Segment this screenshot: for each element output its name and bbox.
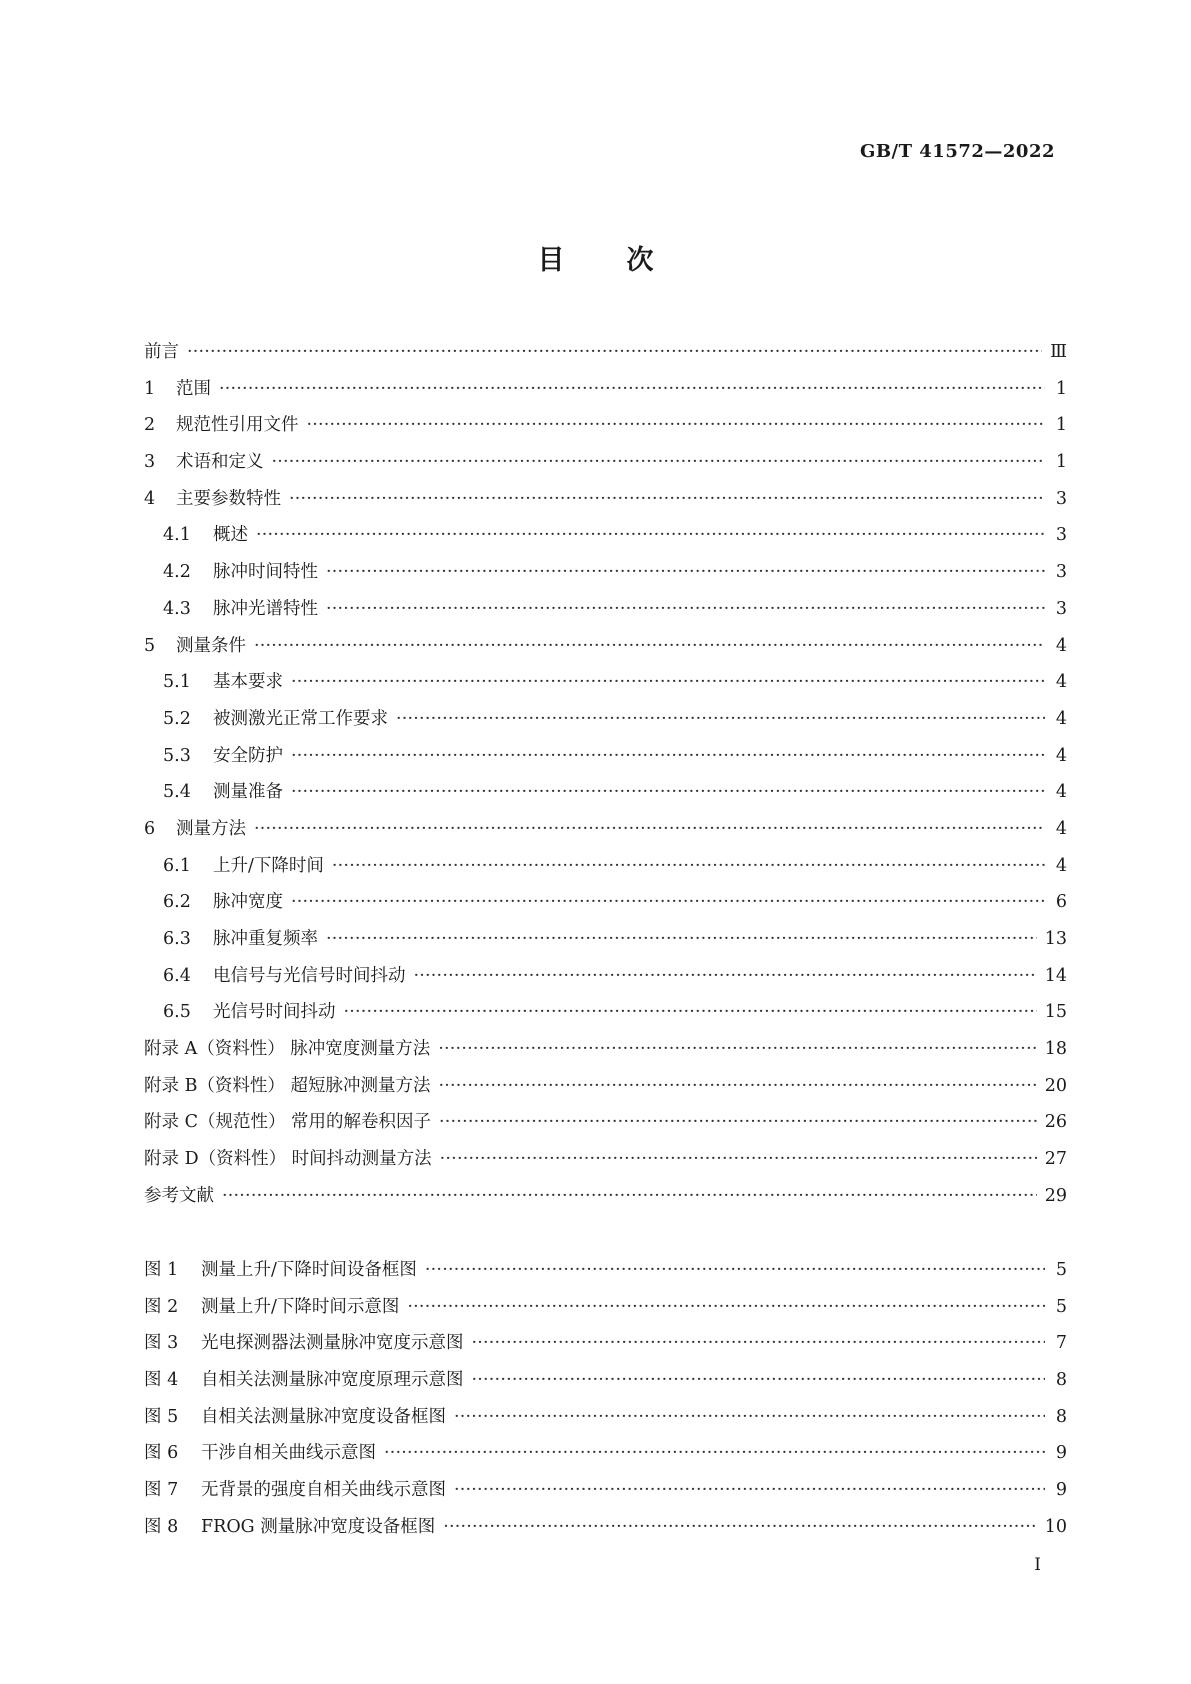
toc-entry-page: 13 bbox=[1044, 929, 1067, 949]
toc-entry-page: 4 bbox=[1055, 635, 1067, 656]
toc-entry-page: 9 bbox=[1055, 1443, 1067, 1464]
toc-dot-leader bbox=[425, 1260, 1045, 1280]
toc-dot-leader bbox=[326, 929, 1037, 949]
toc-dot-leader bbox=[254, 819, 1045, 839]
toc-entry-number: 1 bbox=[144, 378, 156, 399]
toc-entry-page: 20 bbox=[1044, 1075, 1067, 1096]
toc-dot-leader bbox=[396, 709, 1045, 729]
toc-entry-label: 脉冲重复频率 bbox=[213, 929, 318, 949]
toc-dot-leader bbox=[254, 636, 1045, 656]
toc-entry-number: 图 1 bbox=[144, 1260, 179, 1280]
table-of-contents bbox=[144, 338, 1067, 1219]
toc-dot-leader bbox=[454, 1480, 1045, 1500]
toc-dot-leader bbox=[472, 1370, 1046, 1390]
toc-entry[interactable] bbox=[144, 815, 1067, 852]
toc-entry-label: 被测激光正常工作要求 bbox=[213, 708, 388, 729]
toc-entry-page: 6 bbox=[1055, 892, 1067, 913]
toc-entry-page: 3 bbox=[1055, 598, 1067, 619]
toc-entry[interactable] bbox=[144, 1476, 1067, 1513]
toc-entry-label: 概述 bbox=[213, 525, 248, 546]
toc-entry-number: 图 2 bbox=[144, 1296, 179, 1317]
toc-entry-page: 4 bbox=[1055, 818, 1067, 839]
toc-dot-leader bbox=[256, 525, 1045, 545]
toc-entry[interactable] bbox=[144, 338, 1067, 375]
toc-entry[interactable] bbox=[144, 705, 1067, 742]
toc-entry-label: 光电探测器法测量脉冲宽度示意图 bbox=[201, 1333, 464, 1354]
toc-dot-leader bbox=[187, 342, 1042, 362]
toc-entry-page: 4 bbox=[1055, 745, 1067, 766]
standard-code: GB/T 41572—2022 bbox=[859, 141, 1055, 162]
toc-entry-page: 7 bbox=[1055, 1333, 1067, 1354]
toc-dot-leader bbox=[291, 782, 1045, 802]
toc-entry-number: 5.3 bbox=[163, 745, 191, 766]
toc-entry-page: 5 bbox=[1055, 1260, 1067, 1280]
toc-entry-label: 干涉自相关曲线示意图 bbox=[201, 1443, 376, 1464]
list-of-figures bbox=[144, 1256, 1067, 1550]
toc-dot-leader bbox=[344, 1002, 1037, 1022]
toc-entry-label: 脉冲宽度 bbox=[213, 892, 283, 913]
toc-entry-page: 29 bbox=[1044, 1185, 1067, 1206]
toc-dot-leader bbox=[307, 415, 1046, 435]
toc-entry[interactable] bbox=[144, 448, 1067, 485]
toc-dot-leader bbox=[384, 1443, 1045, 1463]
toc-entry-label: FROG 测量脉冲宽度设备框图 bbox=[201, 1516, 436, 1537]
toc-entry[interactable] bbox=[144, 998, 1067, 1035]
page-title: 目次 bbox=[537, 245, 716, 276]
toc-entry-page: 18 bbox=[1044, 1039, 1067, 1060]
toc-entry-number: 2 bbox=[144, 415, 156, 436]
toc-entry[interactable] bbox=[144, 778, 1067, 815]
toc-entry[interactable] bbox=[144, 1072, 1067, 1109]
toc-dot-leader bbox=[291, 892, 1045, 912]
toc-entry[interactable] bbox=[144, 1513, 1067, 1550]
toc-entry-page: 8 bbox=[1055, 1370, 1067, 1391]
toc-entry-label: 测量条件 bbox=[176, 635, 246, 656]
toc-entry[interactable] bbox=[144, 521, 1067, 558]
toc-entry-label: 前言 bbox=[144, 342, 179, 362]
toc-entry-number: 图 4 bbox=[144, 1370, 179, 1391]
toc-entry-number: 6.1 bbox=[163, 855, 191, 876]
toc-entry-number: 6.3 bbox=[163, 929, 191, 949]
toc-entry[interactable] bbox=[144, 1403, 1067, 1440]
toc-entry-number: 6.2 bbox=[163, 892, 191, 913]
toc-dot-leader bbox=[291, 746, 1045, 766]
toc-entry-label: 测量准备 bbox=[213, 782, 283, 803]
toc-entry-number: 4.1 bbox=[163, 525, 191, 546]
toc-entry-label: 光信号时间抖动 bbox=[213, 1002, 336, 1023]
toc-dot-leader bbox=[332, 856, 1045, 876]
toc-entry[interactable] bbox=[144, 925, 1067, 962]
toc-entry-label: 规范性引用文件 bbox=[176, 415, 299, 436]
toc-entry-page: Ⅲ bbox=[1050, 342, 1067, 362]
toc-entry[interactable] bbox=[144, 1366, 1067, 1403]
toc-entry-label: 范围 bbox=[176, 378, 211, 399]
toc-dot-leader bbox=[472, 1333, 1046, 1353]
toc-entry-label: 附录 A（资料性） 脉冲宽度测量方法 bbox=[144, 1039, 431, 1060]
toc-entry-label: 参考文献 bbox=[144, 1185, 214, 1206]
toc-entry[interactable] bbox=[144, 1035, 1067, 1072]
toc-entry[interactable] bbox=[144, 411, 1067, 448]
toc-entry-page: 1 bbox=[1055, 378, 1067, 399]
toc-dot-leader bbox=[407, 1297, 1045, 1317]
toc-entry-page: 5 bbox=[1055, 1296, 1067, 1317]
toc-dot-leader bbox=[439, 1112, 1037, 1132]
toc-entry-number: 5.2 bbox=[163, 708, 191, 729]
toc-entry-label: 无背景的强度自相关曲线示意图 bbox=[201, 1480, 446, 1501]
toc-entry-label: 附录 C（规范性） 常用的解卷积因子 bbox=[144, 1112, 432, 1133]
toc-entry-page: 4 bbox=[1055, 672, 1067, 693]
toc-entry-page: 3 bbox=[1055, 525, 1067, 546]
toc-entry-number: 5.1 bbox=[163, 672, 191, 693]
toc-entry-number: 4 bbox=[144, 488, 156, 509]
toc-entry-page: 15 bbox=[1044, 1002, 1067, 1023]
toc-entry-label: 脉冲时间特性 bbox=[213, 562, 318, 583]
toc-entry-number: 6.4 bbox=[163, 965, 191, 986]
toc-dot-leader bbox=[443, 1517, 1037, 1537]
toc-entry-number: 4.3 bbox=[163, 598, 191, 619]
toc-entry-label: 基本要求 bbox=[213, 672, 283, 693]
toc-entry[interactable] bbox=[144, 888, 1067, 925]
toc-entry[interactable] bbox=[144, 668, 1067, 705]
toc-entry-number: 6 bbox=[144, 818, 156, 839]
toc-entry[interactable] bbox=[144, 1145, 1067, 1182]
toc-entry-label: 主要参数特性 bbox=[176, 488, 281, 509]
toc-entry-page: 3 bbox=[1055, 562, 1067, 583]
toc-entry-page: 27 bbox=[1044, 1149, 1067, 1170]
toc-entry-label: 电信号与光信号时间抖动 bbox=[213, 965, 406, 986]
toc-entry[interactable] bbox=[144, 1108, 1067, 1145]
toc-entry-number: 图 3 bbox=[144, 1333, 179, 1354]
toc-entry-number: 4.2 bbox=[163, 562, 191, 583]
toc-entry[interactable] bbox=[144, 742, 1067, 779]
toc-dot-leader bbox=[272, 452, 1046, 472]
toc-entry-number: 图 7 bbox=[144, 1480, 179, 1501]
toc-entry-page: 1 bbox=[1055, 415, 1067, 436]
toc-dot-leader bbox=[454, 1407, 1045, 1427]
toc-entry-label: 测量方法 bbox=[176, 818, 246, 839]
toc-entry[interactable] bbox=[144, 375, 1067, 412]
toc-entry-label: 测量上升/下降时间示意图 bbox=[201, 1296, 400, 1317]
toc-entry[interactable] bbox=[144, 962, 1067, 999]
toc-entry-page: 14 bbox=[1044, 965, 1067, 986]
toc-dot-leader bbox=[414, 966, 1037, 986]
toc-dot-leader bbox=[438, 1039, 1036, 1059]
toc-entry-label: 脉冲光谱特性 bbox=[213, 598, 318, 619]
toc-entry-page: 4 bbox=[1055, 708, 1067, 729]
toc-entry-page: 9 bbox=[1055, 1480, 1067, 1501]
toc-entry[interactable] bbox=[144, 558, 1067, 595]
footer-page-number: I bbox=[1034, 1555, 1041, 1575]
toc-entry-page: 4 bbox=[1055, 855, 1067, 876]
toc-dot-leader bbox=[291, 672, 1045, 692]
toc-dot-leader bbox=[326, 599, 1045, 619]
toc-dot-leader bbox=[440, 1149, 1037, 1169]
toc-entry-label: 附录 B（资料性） 超短脉冲测量方法 bbox=[144, 1075, 431, 1096]
toc-dot-leader bbox=[439, 1076, 1037, 1096]
toc-entry-page: 1 bbox=[1055, 452, 1067, 473]
toc-entry[interactable] bbox=[144, 852, 1067, 889]
toc-entry-page: 26 bbox=[1044, 1112, 1067, 1133]
toc-entry-page: 10 bbox=[1044, 1516, 1067, 1537]
toc-entry-number: 3 bbox=[144, 452, 156, 473]
toc-entry-page: 8 bbox=[1055, 1406, 1067, 1427]
toc-entry-number: 图 6 bbox=[144, 1443, 179, 1464]
toc-dot-leader bbox=[222, 1186, 1037, 1206]
toc-entry[interactable] bbox=[144, 1293, 1067, 1330]
toc-dot-leader bbox=[326, 562, 1045, 582]
toc-entry-label: 术语和定义 bbox=[176, 452, 264, 473]
toc-entry[interactable] bbox=[144, 1439, 1067, 1476]
toc-entry[interactable] bbox=[144, 485, 1067, 522]
toc-entry-number: 5 bbox=[144, 635, 156, 656]
toc-entry[interactable] bbox=[144, 1329, 1067, 1366]
toc-entry-label: 附录 D（资料性） 时间抖动测量方法 bbox=[144, 1149, 432, 1170]
toc-entry-page: 3 bbox=[1055, 488, 1067, 509]
toc-entry-number: 5.4 bbox=[163, 782, 191, 803]
toc-entry-label: 自相关法测量脉冲宽度设备框图 bbox=[201, 1406, 446, 1427]
toc-entry-number: 图 8 bbox=[144, 1516, 179, 1537]
toc-entry-label: 测量上升/下降时间设备框图 bbox=[201, 1260, 417, 1280]
toc-entry[interactable] bbox=[144, 632, 1067, 669]
toc-entry[interactable] bbox=[144, 595, 1067, 632]
toc-dot-leader bbox=[219, 379, 1045, 399]
toc-entry-number: 6.5 bbox=[163, 1002, 191, 1023]
toc-entry-label: 自相关法测量脉冲宽度原理示意图 bbox=[201, 1370, 464, 1391]
toc-entry-label: 上升/下降时间 bbox=[213, 855, 324, 876]
toc-entry-label: 安全防护 bbox=[213, 745, 283, 766]
toc-entry[interactable] bbox=[144, 1256, 1067, 1293]
toc-entry[interactable] bbox=[144, 1182, 1067, 1219]
toc-entry-number: 图 5 bbox=[144, 1406, 179, 1427]
toc-entry-page: 4 bbox=[1055, 782, 1067, 803]
toc-dot-leader bbox=[289, 489, 1045, 509]
